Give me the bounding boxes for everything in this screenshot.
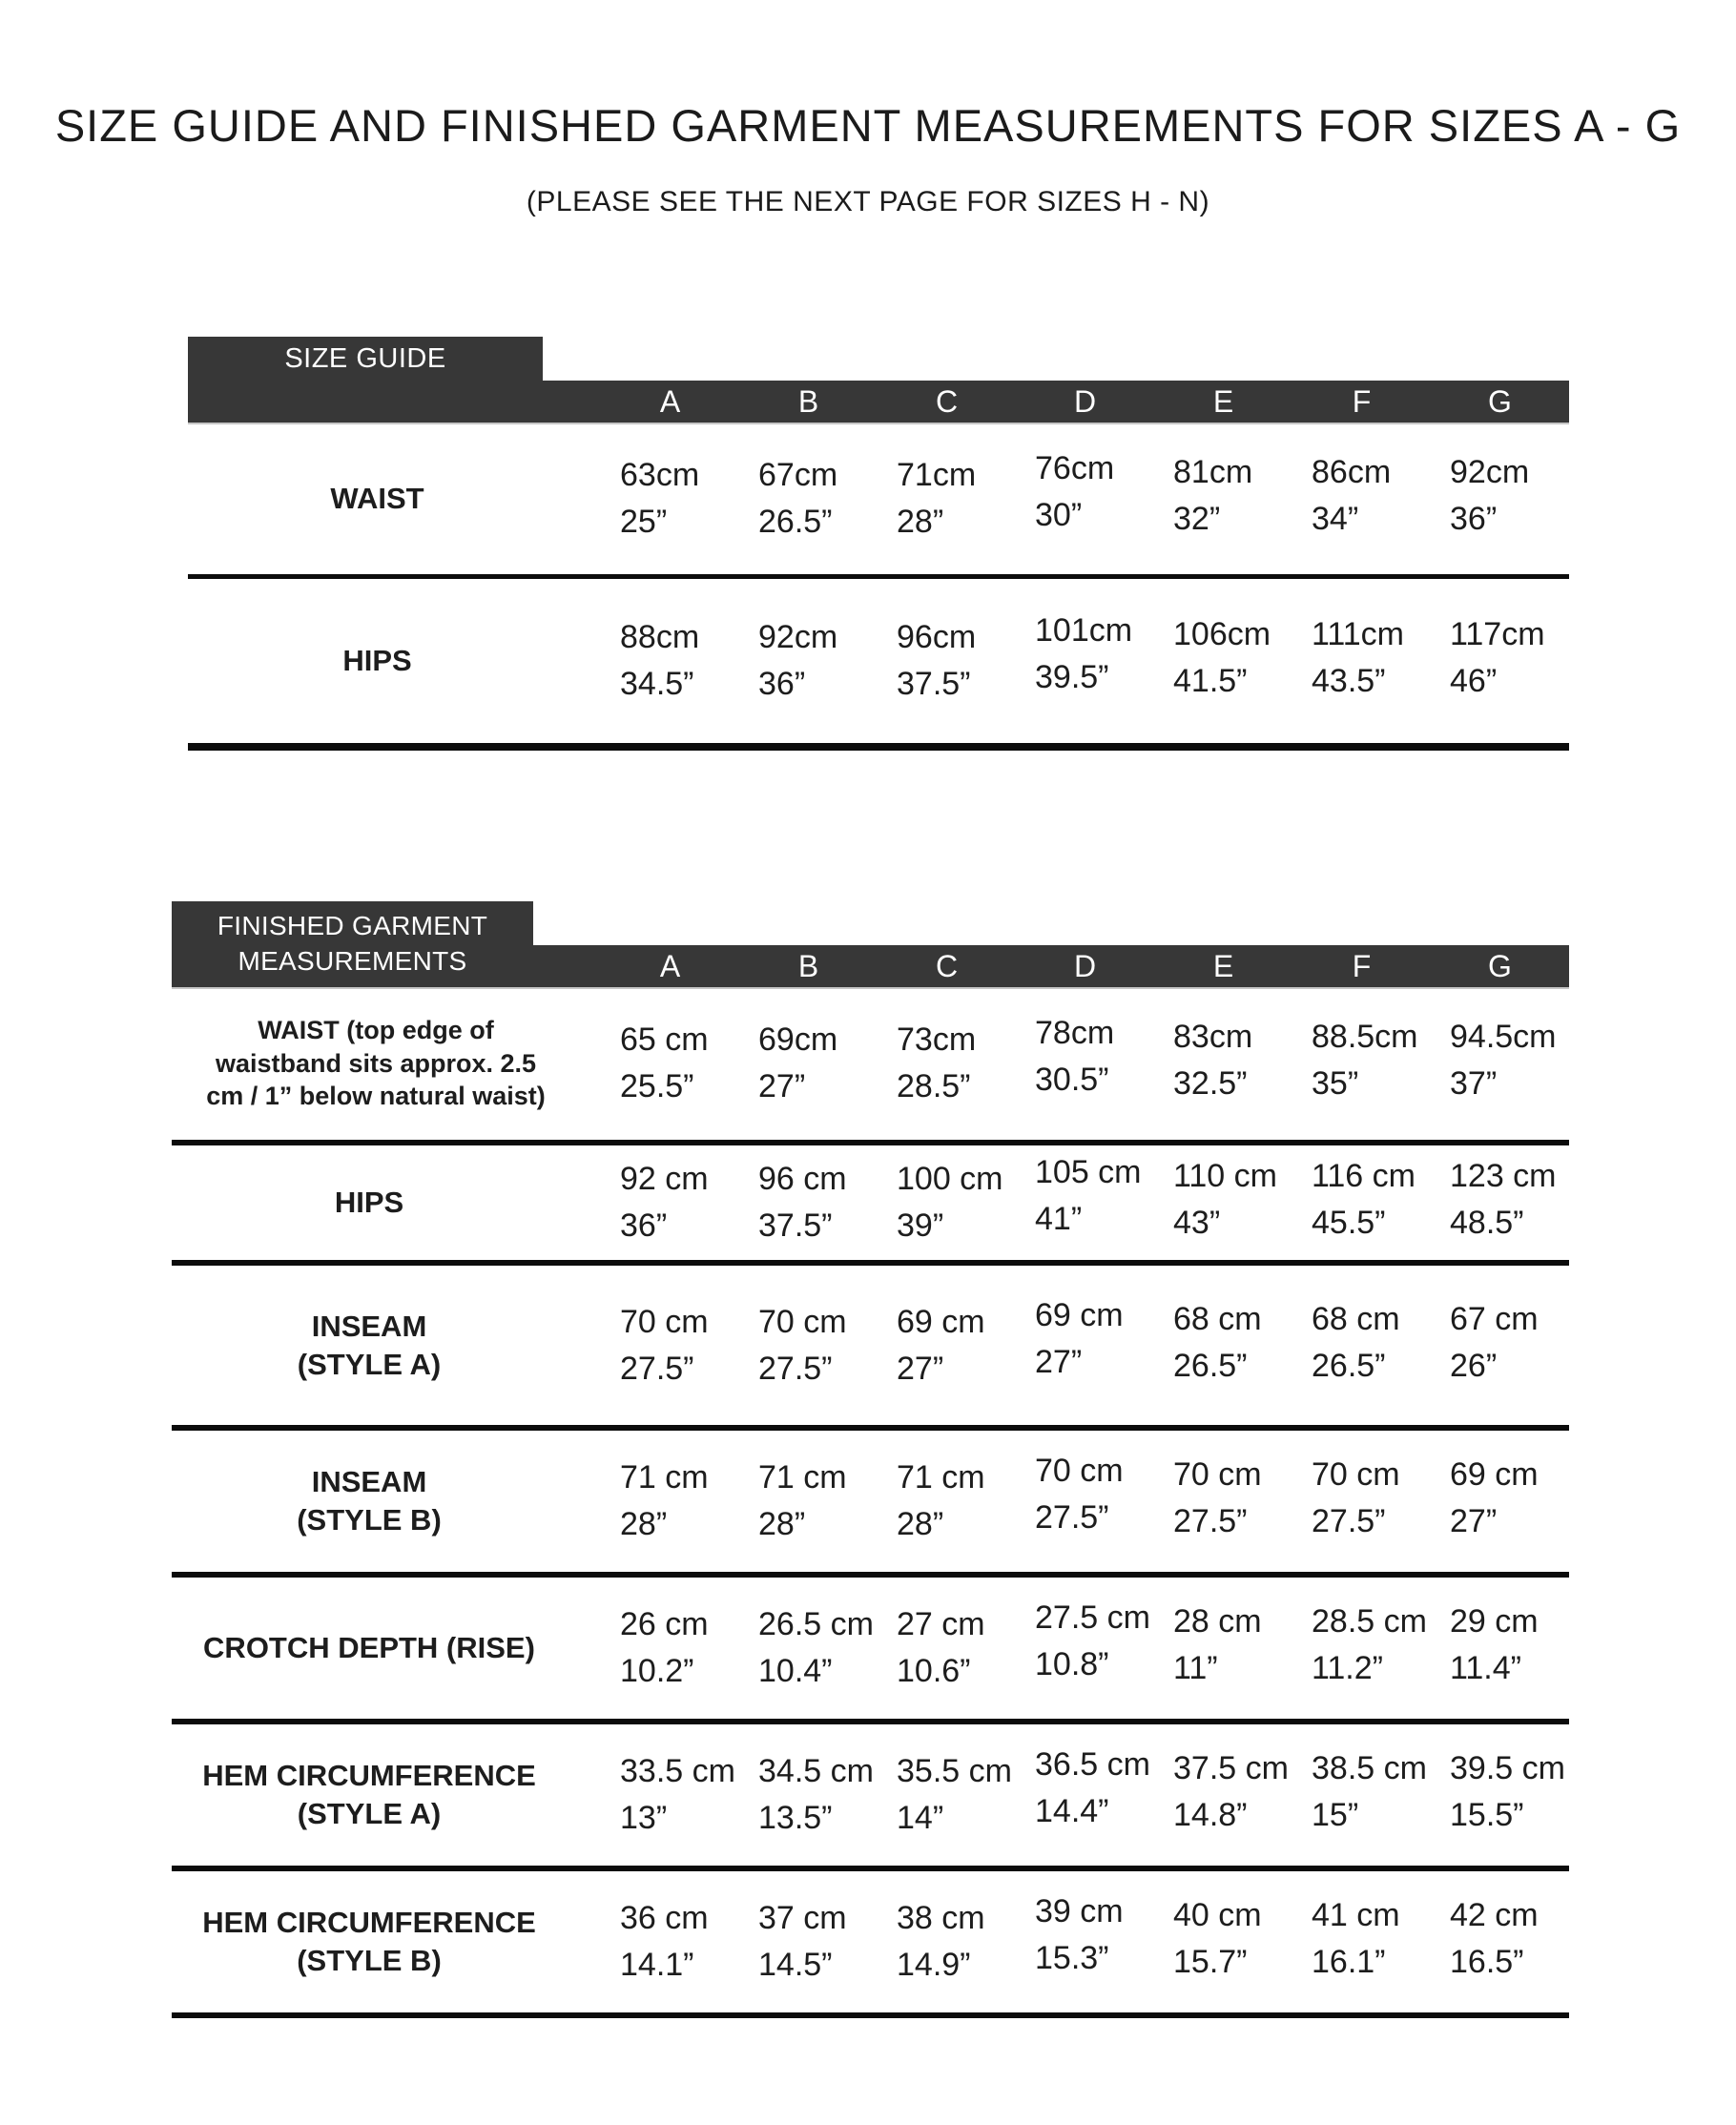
finished-garment-table [172,901,1569,2018]
value-cm: 26 cm [620,1606,709,1643]
value-cm: 36.5 cm [1035,1746,1150,1784]
value-cm: 26.5 cm [758,1606,874,1643]
value-inches: 14.8” [1173,1797,1248,1833]
row-label-line: WAIST [330,481,424,515]
row-label-line: WAIST (top edge of [258,1016,494,1045]
value-inches: 27.5” [1312,1503,1386,1539]
measurement-cell-hem-circumference-style-b-e [1154,1896,1292,1982]
measurement-cell-inseam-style-a-c [878,1303,1016,1389]
value-cm: 78cm [1035,1015,1115,1052]
measurement-cell-hips-d [1016,1153,1154,1239]
measurement-cell-crotch-depth-rise-a [601,1605,739,1691]
page-title: SIZE GUIDE AND FINISHED GARMENT MEASUREMENTS FOR SIZES A - G [54,100,1682,151]
measurement-cell-crotch-depth-rise-e [1154,1602,1292,1688]
measurement-cell-waist-top-edge-of-waistband-sits-approx-2-5-cm-1-below-natural-waist-b [739,1021,878,1106]
value-inches: 14.1” [620,1947,694,1983]
measurement-cell-waist-b [739,456,878,542]
value-cm: 71 cm [620,1459,709,1496]
size-guide-rows [188,423,1569,751]
value-cm: 37.5 cm [1173,1750,1289,1787]
value-inches: 36” [1450,500,1498,537]
value-inches: 10.8” [1035,1646,1109,1682]
value-cm: 92cm [1450,453,1530,490]
row-label-inseam-style-b [172,1463,601,1538]
value-inches: 15.3” [1035,1940,1109,1976]
row-label-waist-top-edge-of-waistband-sits-approx-2-5-cm-1-below-natural-waist [172,1014,601,1113]
value-cm: 40 cm [1173,1897,1262,1934]
value-cm: 88.5cm [1312,1019,1418,1056]
value-cm: 105 cm [1035,1154,1142,1191]
value-cm: 70 cm [1312,1456,1400,1494]
value-cm: 110 cm [1173,1158,1277,1195]
measurement-cell-hem-circumference-style-a-c [878,1752,1016,1838]
column-header-d: D [1073,948,1097,983]
row-label-line: HIPS [334,1186,404,1220]
column-header-g: G [1488,383,1512,419]
value-cm: 28 cm [1173,1603,1262,1640]
value-inches: 34.5” [620,666,694,702]
value-cm: 106cm [1173,616,1271,653]
column-header-b: B [797,948,819,983]
value-cm: 38 cm [897,1900,985,1937]
value-inches: 37.5” [897,666,971,702]
value-cm: 35.5 cm [897,1753,1012,1790]
value-cm: 92cm [758,619,838,656]
value-cm: 73cm [897,1021,977,1059]
measurement-cell-crotch-depth-rise-g [1431,1602,1569,1688]
value-cm: 68 cm [1173,1300,1262,1337]
measurement-row-hem-circumference-style-b [172,1871,1569,2018]
value-cm: 71 cm [897,1459,985,1496]
value-cm: 69 cm [1450,1456,1539,1494]
measurement-cell-inseam-style-b-f [1292,1455,1431,1541]
measurement-cell-inseam-style-a-a [601,1303,739,1389]
value-inches: 34” [1312,500,1359,537]
value-cm: 42 cm [1450,1897,1539,1934]
row-label-hips [188,642,601,680]
value-cm: 27.5 cm [1035,1599,1150,1637]
measurement-row-hips [172,1145,1569,1266]
value-inches: 46” [1450,663,1498,699]
measurement-cell-hem-circumference-style-b-d [1016,1892,1154,1978]
value-cm: 123 cm [1450,1158,1557,1195]
value-inches: 43” [1173,1205,1221,1241]
measurement-cell-hem-circumference-style-a-d [1016,1745,1154,1831]
value-inches: 15.5” [1450,1797,1524,1833]
measurement-cell-hem-circumference-style-a-g [1431,1749,1569,1835]
measurement-cell-hips-c [878,1160,1016,1246]
value-cm: 36 cm [620,1900,709,1937]
value-inches: 28.5” [897,1068,971,1104]
measurement-cell-waist-top-edge-of-waistband-sits-approx-2-5-cm-1-below-natural-waist-f [1292,1018,1431,1104]
measurement-row-waist-top-edge-of-waistband-sits-approx-2-5-cm-1-below-natural-waist [172,987,1569,1145]
row-label-line: cm / 1” below natural waist) [206,1082,546,1111]
value-cm: 116 cm [1312,1158,1416,1195]
value-inches: 35” [1312,1065,1359,1102]
column-header-d: D [1073,383,1097,419]
value-inches: 11.4” [1450,1650,1521,1686]
measurement-cell-hips-g [1431,1157,1569,1243]
measurement-cell-crotch-depth-rise-f [1292,1602,1431,1688]
measurement-cell-waist-a [601,456,739,542]
measurement-cell-inseam-style-b-b [739,1458,878,1544]
value-inches: 15” [1312,1797,1359,1833]
row-label-line: (STYLE A) [297,1347,442,1381]
measurement-row-crotch-depth-rise [172,1578,1569,1724]
value-inches: 16.1” [1312,1944,1386,1980]
value-inches: 25.5” [620,1068,694,1104]
value-inches: 39” [897,1207,944,1244]
row-label-hem-circumference-style-b [172,1904,601,1979]
value-inches: 13” [620,1800,668,1836]
value-inches: 14.9” [897,1947,971,1983]
row-label-line: (STYLE B) [297,1503,442,1537]
value-cm: 27 cm [897,1606,985,1643]
value-inches: 27.5” [1035,1499,1109,1536]
page-subtitle: (PLEASE SEE THE NEXT PAGE FOR SIZES H - N) [526,186,1210,217]
column-header-c: C [935,383,959,419]
value-cm: 39 cm [1035,1893,1124,1930]
measurement-cell-hem-circumference-style-a-e [1154,1749,1292,1835]
measurement-cell-hem-circumference-style-b-f [1292,1896,1431,1982]
measurement-cell-inseam-style-b-d [1016,1452,1154,1537]
value-inches: 14.5” [758,1947,833,1983]
row-label-line: INSEAM [311,1309,427,1343]
measurement-cell-waist-top-edge-of-waistband-sits-approx-2-5-cm-1-below-natural-waist-e [1154,1018,1292,1104]
value-cm: 70 cm [1173,1456,1262,1494]
measurement-cell-inseam-style-a-f [1292,1300,1431,1386]
value-cm: 37 cm [758,1900,847,1937]
measurement-row-hips [188,579,1569,751]
value-inches: 27” [1450,1503,1498,1539]
value-cm: 88cm [620,619,700,656]
row-label-hem-circumference-style-a [172,1757,601,1832]
value-inches: 41.5” [1173,663,1248,699]
value-inches: 10.4” [758,1653,833,1689]
value-inches: 15.7” [1173,1944,1248,1980]
value-cm: 67 cm [1450,1300,1539,1337]
value-cm: 101cm [1035,612,1133,650]
value-cm: 117cm [1450,616,1545,653]
measurement-row-waist [188,423,1569,579]
value-cm: 71cm [897,456,977,493]
column-header-b: B [797,383,819,419]
measurement-cell-inseam-style-a-b [739,1303,878,1389]
column-header-a: A [659,383,681,419]
value-cm: 70 cm [1035,1453,1124,1490]
value-inches: 11” [1173,1650,1218,1686]
column-header-g: G [1488,948,1512,983]
measurement-cell-inseam-style-b-g [1431,1455,1569,1541]
value-inches: 30.5” [1035,1062,1109,1098]
size-guide-table [188,337,1569,751]
value-inches: 32.5” [1173,1065,1248,1102]
measurement-cell-hips-g [1431,615,1569,701]
value-cm: 111cm [1312,616,1405,653]
measurement-cell-hips-b [739,1160,878,1246]
measurement-row-hem-circumference-style-a [172,1724,1569,1871]
measurement-cell-hips-f [1292,615,1431,701]
value-inches: 25” [620,503,668,540]
value-cm: 39.5 cm [1450,1750,1565,1787]
value-inches: 27” [758,1068,806,1104]
value-inches: 10.6” [897,1653,971,1689]
value-inches: 14” [897,1800,944,1836]
value-inches: 10.2” [620,1653,694,1689]
value-cm: 69cm [758,1021,838,1059]
value-inches: 13.5” [758,1800,833,1836]
measurement-cell-waist-g [1431,453,1569,539]
measurement-cell-hips-d [1016,611,1154,697]
measurement-cell-waist-c [878,456,1016,542]
value-cm: 69 cm [897,1303,985,1340]
value-inches: 26.5” [1173,1347,1248,1384]
value-cm: 63cm [620,456,700,493]
measurement-cell-hem-circumference-style-b-b [739,1899,878,1985]
value-cm: 86cm [1312,453,1392,490]
finished-garment-rows [172,987,1569,2018]
row-label-line: (STYLE A) [297,1797,442,1830]
value-inches: 37” [1450,1065,1498,1102]
value-cm: 83cm [1173,1019,1253,1056]
row-label-line: INSEAM [311,1465,427,1499]
measurement-cell-hips-a [601,1160,739,1246]
value-inches: 27.5” [620,1350,694,1387]
measurement-cell-hips-e [1154,1157,1292,1243]
value-cm: 38.5 cm [1312,1750,1427,1787]
measurement-cell-hem-circumference-style-b-g [1431,1896,1569,1982]
value-inches: 36” [758,666,806,702]
row-label-line: HEM CIRCUMFERENCE [202,1759,536,1793]
measurement-cell-inseam-style-a-g [1431,1300,1569,1386]
value-cm: 28.5 cm [1312,1603,1427,1640]
value-cm: 29 cm [1450,1603,1539,1640]
value-inches: 36” [620,1207,668,1244]
value-inches: 27.5” [758,1350,833,1387]
measurement-cell-inseam-style-a-e [1154,1300,1292,1386]
finished-garment-tab-label-line2: MEASUREMENTS [238,946,467,976]
row-label-hips [172,1184,601,1222]
value-cm: 94.5cm [1450,1019,1557,1056]
value-inches: 27.5” [1173,1503,1248,1539]
value-inches: 37.5” [758,1207,833,1244]
measurement-cell-hips-c [878,618,1016,704]
value-inches: 14.4” [1035,1793,1109,1829]
value-cm: 69 cm [1035,1296,1124,1333]
value-inches: 27” [897,1350,944,1387]
measurement-cell-crotch-depth-rise-c [878,1605,1016,1691]
row-label-line: CROTCH DEPTH (RISE) [203,1631,535,1665]
value-inches: 27” [1035,1343,1083,1380]
measurement-cell-hips-e [1154,615,1292,701]
value-inches: 28” [620,1506,668,1542]
size-guide-header-row [188,381,1569,423]
measurement-cell-waist-top-edge-of-waistband-sits-approx-2-5-cm-1-below-natural-waist-c [878,1021,1016,1106]
measurement-cell-hem-circumference-style-a-f [1292,1749,1431,1835]
value-inches: 39.5” [1035,659,1109,695]
value-cm: 41 cm [1312,1897,1400,1934]
column-header-e: E [1212,383,1234,419]
value-inches: 28” [897,503,944,540]
measurement-cell-waist-top-edge-of-waistband-sits-approx-2-5-cm-1-below-natural-waist-g [1431,1018,1569,1104]
value-inches: 11.2” [1312,1650,1383,1686]
value-inches: 48.5” [1450,1205,1524,1241]
value-cm: 81cm [1173,453,1253,490]
value-cm: 96cm [897,619,977,656]
row-label-inseam-style-a [172,1308,601,1383]
measurement-cell-hem-circumference-style-a-a [601,1752,739,1838]
value-inches: 45.5” [1312,1205,1386,1241]
value-cm: 70 cm [758,1303,847,1340]
finished-garment-tab-label-line1: FINISHED GARMENT [217,911,488,941]
measurement-cell-hem-circumference-style-b-a [601,1899,739,1985]
value-inches: 16.5” [1450,1944,1524,1980]
measurement-cell-waist-top-edge-of-waistband-sits-approx-2-5-cm-1-below-natural-waist-a [601,1021,739,1106]
column-header-e: E [1212,948,1234,983]
row-label-line: HIPS [342,644,412,678]
column-header-c: C [935,948,959,983]
value-cm: 76cm [1035,449,1115,486]
size-guide-tab [188,337,543,381]
value-inches: 26” [1450,1347,1498,1384]
value-inches: 41” [1035,1201,1083,1237]
measurement-cell-inseam-style-a-d [1016,1296,1154,1382]
value-cm: 65 cm [620,1021,709,1059]
measurement-cell-waist-e [1154,453,1292,539]
value-cm: 71 cm [758,1459,847,1496]
value-inches: 32” [1173,500,1221,537]
measurement-cell-hips-f [1292,1157,1431,1243]
value-inches: 28” [758,1506,806,1542]
measurement-cell-hips-a [601,618,739,704]
value-cm: 34.5 cm [758,1753,874,1790]
measurement-row-inseam-style-b [172,1431,1569,1578]
measurement-cell-waist-d [1016,449,1154,535]
value-inches: 30” [1035,496,1083,533]
row-label-line: (STYLE B) [297,1944,442,1977]
column-header-f: F [1352,383,1372,419]
column-header-a: A [659,948,681,983]
row-label-line: HEM CIRCUMFERENCE [202,1906,536,1940]
value-cm: 100 cm [897,1161,1003,1198]
value-inches: 28” [897,1506,944,1542]
measurement-cell-inseam-style-b-c [878,1458,1016,1544]
measurement-cell-crotch-depth-rise-b [739,1605,878,1691]
measurement-cell-hem-circumference-style-b-c [878,1899,1016,1985]
measurement-cell-waist-f [1292,453,1431,539]
value-inches: 26.5” [1312,1347,1386,1384]
value-inches: 43.5” [1312,663,1386,699]
value-cm: 96 cm [758,1161,847,1198]
value-cm: 92 cm [620,1161,709,1198]
measurement-cell-hem-circumference-style-a-b [739,1752,878,1838]
measurement-cell-hips-b [739,618,878,704]
value-cm: 33.5 cm [620,1753,735,1790]
value-cm: 70 cm [620,1303,709,1340]
measurement-cell-inseam-style-b-a [601,1458,739,1544]
row-label-line: waistband sits approx. 2.5 [215,1048,537,1078]
row-label-crotch-depth-rise [172,1629,601,1667]
size-guide-tab-label: SIZE GUIDE [284,342,446,374]
row-label-waist [188,480,601,518]
measurement-row-inseam-style-a [172,1266,1569,1431]
value-inches: 26.5” [758,503,833,540]
measurement-cell-waist-top-edge-of-waistband-sits-approx-2-5-cm-1-below-natural-waist-d [1016,1014,1154,1100]
value-cm: 68 cm [1312,1300,1400,1337]
finished-garment-tab [172,901,533,987]
measurement-cell-inseam-style-b-e [1154,1455,1292,1541]
column-header-f: F [1352,948,1372,983]
value-cm: 67cm [758,456,838,493]
measurement-cell-crotch-depth-rise-d [1016,1599,1154,1684]
